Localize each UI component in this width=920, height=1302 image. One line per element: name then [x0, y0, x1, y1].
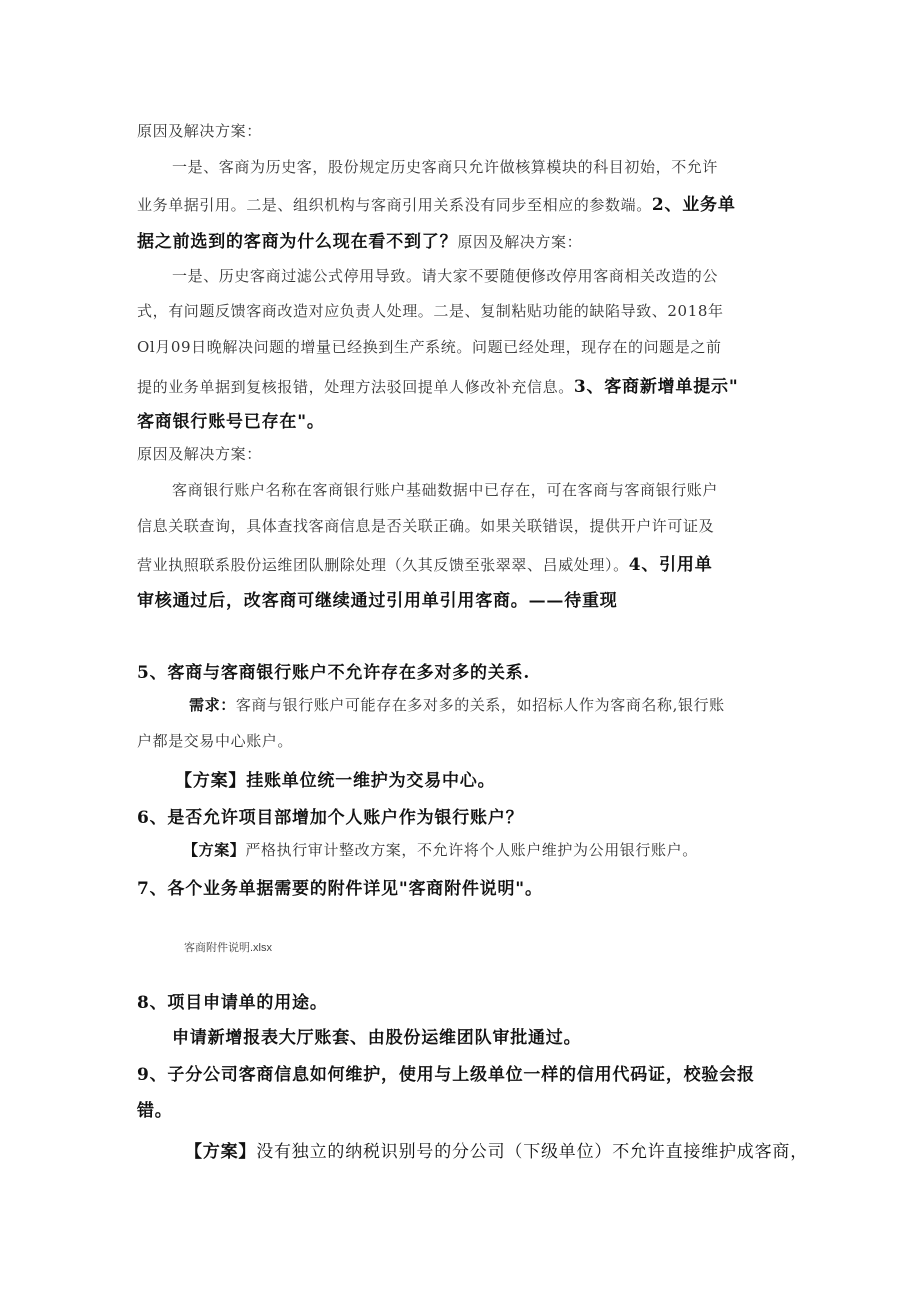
- question-title: 7、各个业务单据需要的附件详见"客商附件说明"。: [137, 879, 543, 899]
- solution-label: 【方案】: [183, 841, 246, 859]
- paragraph-text: 业务单据引用。二是、组织机构与客商引用关系没有同步至相应的参数端。: [137, 196, 652, 214]
- section-heading: 原因及解决方案：: [137, 122, 262, 140]
- attachment-link[interactable]: 客商附件说明.xlsx: [184, 942, 272, 954]
- question-title: 2、业务单: [651, 195, 736, 215]
- paragraph-line: 一是、客商为历史客，股份规定历史客商只允许做核算模块的科目初始，不允许: [172, 158, 719, 176]
- question-title: 据之前选到的客商为什么现在看不到了？: [137, 232, 458, 252]
- paragraph-text: 营业执照联系股份运维团队删除处理（久其反馈至张翠翠、吕威处理）。: [137, 556, 629, 574]
- paragraph-line: 式，有问题反馈客商改造对应负责人处理。二是、复制粘贴功能的缺陷导致、2018年: [137, 302, 724, 320]
- paragraph-line: [137, 372, 739, 397]
- question-title: 9、子分公司客商信息如何维护，使用与上级单位一样的信用代码证，校验会报: [137, 1065, 755, 1085]
- solution-line: 【方案】挂账单位统一维护为交易中心。: [175, 771, 496, 791]
- question-title: 5、客商与客商银行账户不允许存在多对多的关系.: [137, 663, 531, 683]
- paragraph-line: 一是、历史客商过滤公式停用导致。请大家不要随便修改停用客商相关改造的公: [172, 267, 719, 285]
- section-heading: 原因及解决方案：: [137, 445, 262, 463]
- section-heading: 原因及解决方案：: [457, 233, 583, 251]
- question-title: 客商银行账号已存在"。: [137, 412, 325, 432]
- question-title: 4、引用单: [628, 555, 713, 575]
- paragraph-line: 信息关联查询，具体查找客商信息是否关联正确。如果关联错误，提供开户许可证及: [137, 517, 715, 535]
- paragraph-line: 客商银行账户名称在客商银行账户基础数据中已存在，可在客商与客商银行账户: [172, 481, 719, 499]
- requirement-text: 客商与银行账户可能存在多对多的关系，如招标人作为客商名称,银行账: [235, 696, 725, 714]
- question-title: 错。: [137, 1101, 173, 1121]
- question-title: 8、项目申请单的用途。: [137, 993, 328, 1013]
- requirement-label: 需求：: [189, 696, 236, 714]
- answer-line: 申请新增报表大厅账套、由股份运维团队审批通过。: [172, 1028, 582, 1048]
- paragraph-line: 户都是交易中心账户。: [137, 732, 294, 750]
- solution-line: [185, 1137, 808, 1162]
- requirement-line: [189, 694, 725, 715]
- question-title: 3、客商新增单提示": [573, 377, 739, 397]
- question-title: 审核通过后，改客商可继续通过引用单引用客商。——待重现: [137, 591, 618, 611]
- paragraph-text: 提的业务单据到复核报错，处理方法驳回提单人修改补充信息。: [137, 378, 574, 396]
- paragraph-line: Ol月09日晚解决问题的增量已经换到生产系统。问题已经处理，现存在的问题是之前: [137, 338, 722, 356]
- paragraph-line: [137, 190, 736, 215]
- paragraph-line: [137, 227, 582, 252]
- solution-text: 没有独立的纳税识别号的分公司（下级单位）不允许直接维护成客商，: [256, 1142, 809, 1162]
- paragraph-line: [137, 550, 713, 575]
- solution-line: [183, 839, 698, 860]
- question-title: 6、是否允许项目部增加个人账户作为银行账户？: [137, 808, 524, 828]
- solution-text: 严格执行审计整改方案，不允许将个人账户维护为公用银行账户。: [245, 841, 698, 859]
- solution-label: 【方案】: [185, 1142, 257, 1162]
